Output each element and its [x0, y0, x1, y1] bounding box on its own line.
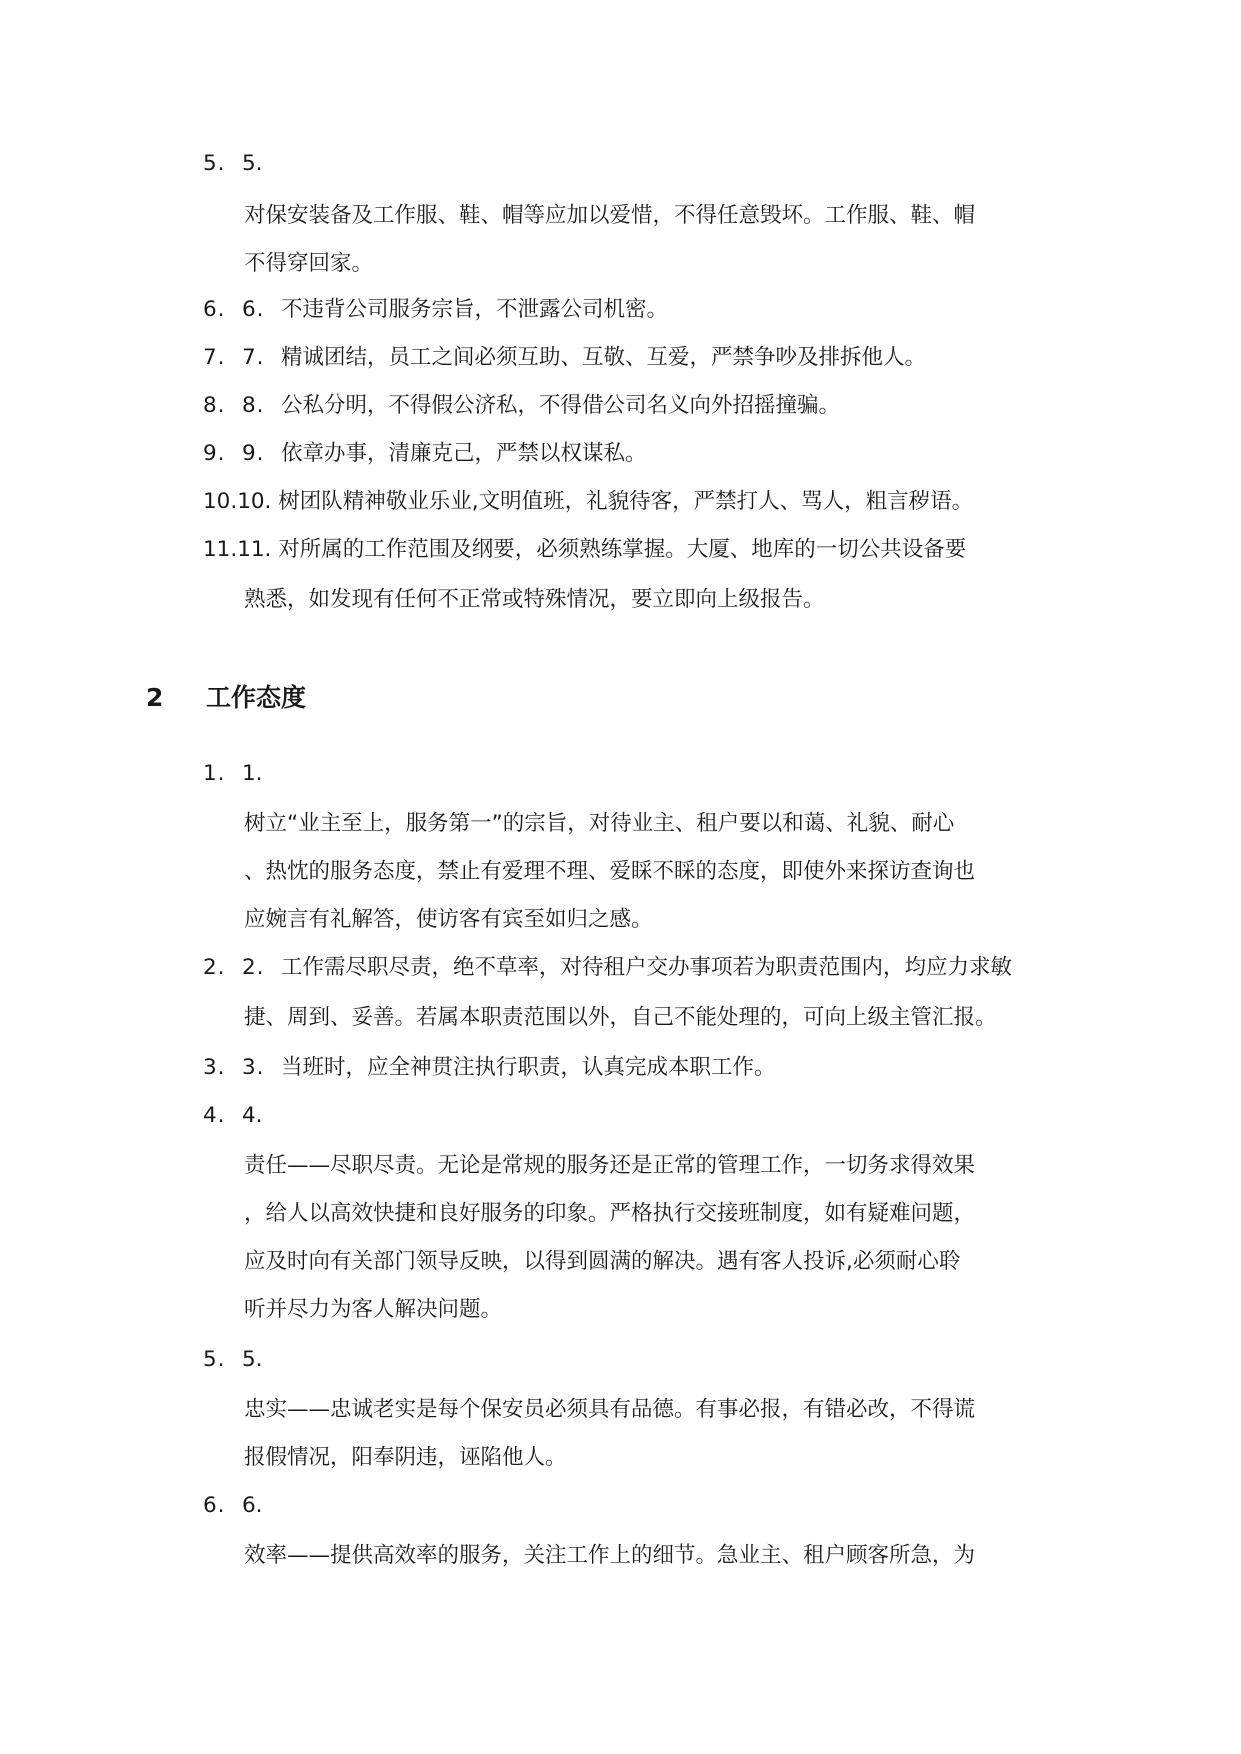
list-item-1-line-1: 树立“业主至上，服务第一”的宗旨，对待业主、租户要以和蔼、礼貌、耐心 — [244, 811, 955, 836]
list-marker: 8. — [203, 393, 226, 418]
list-text: 不违背公司服务宗旨，不泄露公司机密。 — [281, 297, 669, 322]
list-marker: 1. — [203, 761, 226, 786]
list-label: 7. — [242, 345, 265, 370]
list-item-11 — [203, 524, 1133, 576]
list-marker: 6. — [203, 297, 226, 322]
section-title: 工作态度 — [206, 683, 307, 712]
list-label: 9. — [242, 441, 265, 466]
list-item-5 — [203, 138, 1133, 190]
list-item-7 — [203, 332, 1133, 384]
list-text: 依章办事，清廉克己，严禁以权谋私。 — [281, 441, 647, 466]
list-item-9 — [203, 428, 1133, 480]
list-item-3 — [203, 1042, 1133, 1094]
list-label: 8. — [242, 393, 265, 418]
list-text: 公私分明，不得假公济私，不得借公司名义向外招摇撞骗。 — [281, 393, 841, 418]
list-label: 5. — [242, 1347, 263, 1372]
list-marker: 9. — [203, 441, 226, 466]
list-label: 10. — [237, 489, 272, 514]
list-marker: 11. — [203, 537, 238, 562]
list-label: 2. — [242, 955, 265, 980]
list-label: 4. — [242, 1103, 263, 1128]
list-item-6b — [203, 1480, 1133, 1532]
list-label: 1. — [242, 761, 263, 786]
list-item-5b-line-2: 报假情况，阳奉阴违，诬陷他人。 — [244, 1445, 567, 1470]
list-item-1-line-2: 、热忱的服务态度，禁止有爱理不理、爱睬不睬的态度，即使外来探访查询也 — [244, 859, 976, 884]
list-text: 工作需尽职尽责，绝不草率，对待租户交办事项若为职责范围内，均应力求敏 — [281, 955, 1013, 980]
list-item-4-line-1: 责任——尽职尽责。无论是常规的服务还是正常的管理工作，一切务求得效果 — [244, 1153, 976, 1178]
list-item-8 — [203, 380, 1133, 432]
list-item-5-line-1: 对保安装备及工作服、鞋、帽等应加以爱惜，不得任意毁坏。工作服、鞋、帽 — [244, 203, 976, 228]
list-marker: 3. — [203, 1055, 226, 1080]
list-label: 3. — [242, 1055, 265, 1080]
list-item-4 — [203, 1090, 1133, 1142]
list-item-6b-line-1: 效率——提供高效率的服务，关注工作上的细节。急业主、租户顾客所急，为 — [244, 1543, 976, 1568]
list-marker: 2. — [203, 955, 226, 980]
list-item-5b — [203, 1334, 1133, 1386]
list-item-4-line-2: ，给人以高效快捷和良好服务的印象。严格执行交接班制度，如有疑难问题， — [244, 1201, 976, 1226]
list-marker: 10. — [203, 489, 238, 514]
list-item-2 — [203, 942, 1133, 994]
list-text: 对所属的工作范围及纲要，必须熟练掌握。大厦、地库的一切公共设备要 — [278, 537, 967, 562]
list-item-5-line-2: 不得穿回家。 — [244, 251, 374, 276]
list-label: 6. — [242, 297, 265, 322]
section-number: 2 — [146, 683, 164, 712]
list-item-1 — [203, 748, 1133, 800]
section-heading — [146, 672, 306, 724]
list-item-10 — [203, 476, 1133, 528]
list-marker: 5. — [203, 1347, 226, 1372]
list-label: 5. — [242, 151, 263, 176]
list-item-11-continuation: 熟悉，如发现有任何不正常或特殊情况，要立即向上级报告。 — [244, 587, 825, 612]
list-text: 当班时，应全神贯注执行职责，认真完成本职工作。 — [281, 1055, 776, 1080]
list-item-6 — [203, 284, 1133, 336]
list-label: 11. — [237, 537, 272, 562]
list-item-1-line-3: 应婉言有礼解答，使访客有宾至如归之感。 — [244, 907, 653, 932]
list-item-5b-line-1: 忠实——忠诚老实是每个保安员必须具有品德。有事必报，有错必改，不得谎 — [244, 1397, 976, 1422]
list-label: 6. — [242, 1493, 263, 1518]
list-item-4-line-4: 听并尽力为客人解决问题。 — [244, 1297, 503, 1322]
list-marker: 4. — [203, 1103, 226, 1128]
list-marker: 6. — [203, 1493, 226, 1518]
list-text: 精诚团结，员工之间必须互助、互敬、互爱，严禁争吵及排拆他人。 — [281, 345, 927, 370]
list-item-2-continuation: 捷、周到、妥善。若属本职责范围以外，自己不能处理的，可向上级主管汇报。 — [244, 1005, 997, 1030]
list-text: 树团队精神敬业乐业,文明值班，礼貌待客，严禁打人、骂人，粗言秽语。 — [278, 489, 974, 514]
list-item-4-line-3: 应及时向有关部门领导反映，以得到圆满的解决。遇有客人投诉,必须耐心聆 — [244, 1249, 961, 1274]
list-marker: 7. — [203, 345, 226, 370]
list-marker: 5. — [203, 151, 226, 176]
